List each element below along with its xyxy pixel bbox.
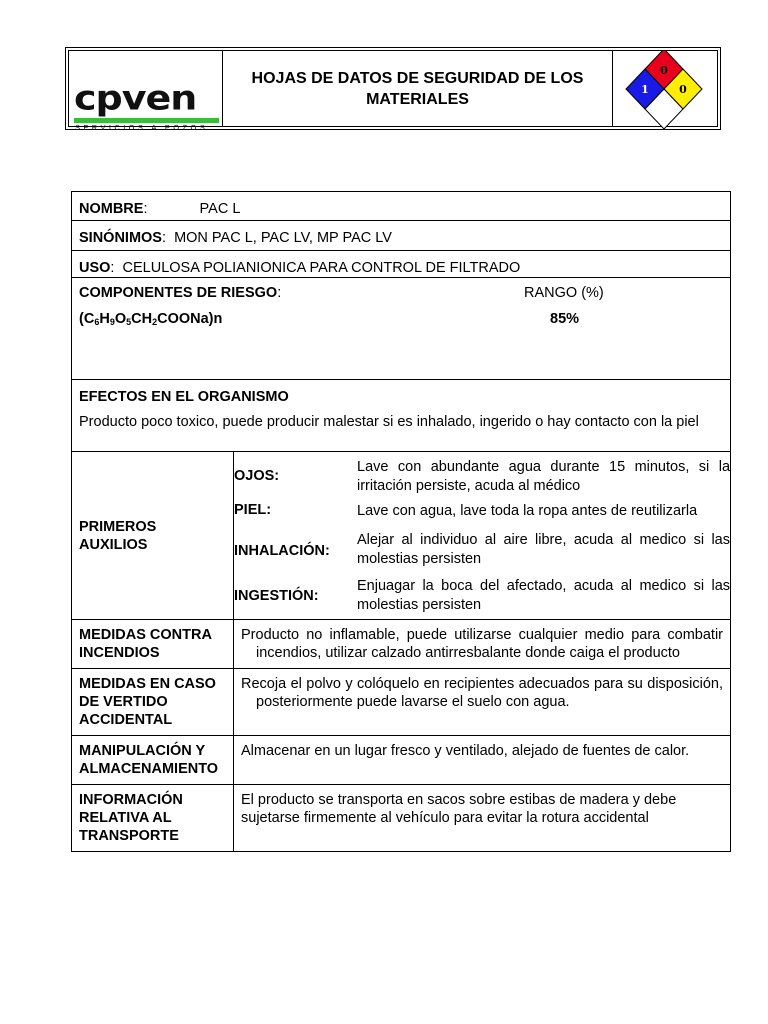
nfpa-diamond bbox=[613, 51, 717, 126]
header-frame bbox=[68, 50, 718, 132]
manipulacion-text: Almacenar en un lugar fresco y ventilado, alejado de fuentes de calor. bbox=[241, 743, 690, 759]
uso-label: USO bbox=[79, 260, 111, 276]
piel-label: PIEL: bbox=[234, 502, 272, 518]
ojos-text: Lave con abundante agua durante 15 minutos, si la irritación persiste, acuda al médico bbox=[357, 459, 731, 494]
inhalacion-label: INHALACIÓN: bbox=[234, 543, 330, 559]
row-sinonimos: SINÓNIMOS: MON PAC L, PAC LV, MP PAC LV bbox=[72, 221, 731, 251]
logo-tagline: SERVICIOS A POZOS bbox=[75, 123, 209, 132]
piel-text: Lave con agua, lave toda la ropa antes de reutilizarla bbox=[357, 503, 698, 519]
uso-value: CELULOSA POLIANIONICA PARA CONTROL DE FILTRADO bbox=[122, 260, 521, 276]
first-aid-inhalacion bbox=[234, 528, 730, 574]
first-aid-ojos bbox=[234, 452, 730, 499]
company-logo bbox=[69, 51, 223, 132]
row-transporte bbox=[72, 785, 731, 852]
first-aid-table bbox=[234, 452, 730, 618]
ojos-label: OJOS: bbox=[234, 467, 280, 484]
sinonimos-value: MON PAC L, PAC LV, MP PAC LV bbox=[174, 230, 392, 246]
title-line-2: MATERIALES bbox=[366, 90, 469, 108]
transporte-label: INFORMACIÓN RELATIVA AL TRANSPORTE bbox=[79, 792, 183, 844]
ingestion-label: INGESTIÓN: bbox=[234, 588, 319, 604]
nfpa-left-value: 1 bbox=[641, 83, 649, 96]
title-line-1: HOJAS DE DATOS DE SEGURIDAD DE LOS bbox=[251, 69, 584, 87]
nfpa-right-value: 0 bbox=[679, 83, 687, 96]
logo-wordmark: cpven bbox=[74, 78, 197, 118]
nombre-value: PAC L bbox=[199, 201, 241, 217]
sinonimos-label: SINÓNIMOS bbox=[79, 230, 162, 246]
componentes-label: COMPONENTES DE RIESGO bbox=[79, 285, 278, 301]
manipulacion-label: MANIPULACIÓN Y ALMACENAMIENTO bbox=[79, 743, 219, 777]
row-primeros-auxilios bbox=[72, 452, 731, 620]
ingestion-text: Enjuagar la boca del afectado, acuda al medico si las molestias persisten bbox=[357, 578, 731, 613]
incendios-text: Producto no inflamable, puede utilizarse cualquier medio para combatir incendios, utilizar calzado antirresbalante donde caiga el producto bbox=[241, 627, 724, 661]
row-nombre: NOMBRE: PAC L bbox=[72, 192, 731, 221]
row-vertido bbox=[72, 669, 731, 736]
first-aid-piel bbox=[234, 499, 730, 528]
document-header bbox=[65, 47, 721, 130]
nfpa-diamond-icon bbox=[613, 51, 717, 130]
row-uso: USO: CELULOSA POLIANIONICA PARA CONTROL DE FILTRADO bbox=[72, 251, 731, 278]
efectos-label: EFECTOS EN EL ORGANISMO bbox=[79, 389, 289, 405]
primeros-auxilios-label: PRIMEROS AUXILIOS bbox=[79, 518, 157, 553]
component-formula: $(C_6H_9O_5CH_2COONa)n$ bbox=[79, 311, 223, 327]
safety-data-table bbox=[71, 191, 731, 852]
efectos-text: Producto poco toxico, puede producir malestar si es inhalado, ingerido o hay contacto con la piel bbox=[79, 414, 699, 430]
rango-label: RANGO (%) bbox=[524, 285, 604, 301]
row-manipulacion bbox=[72, 736, 731, 785]
row-efectos bbox=[72, 380, 731, 452]
component-percentage: 85% bbox=[550, 311, 580, 327]
transporte-text: El producto se transporta en sacos sobre estibas de madera y debe sujetarse firmemente al vehículo para evitar la rotura accidental bbox=[241, 792, 677, 826]
nombre-label: NOMBRE bbox=[79, 201, 144, 217]
row-componentes: COMPONENTES DE RIESGO: RANGO (%) $(C_6H_9O_5CH_2COONa)n$ 85% bbox=[72, 278, 731, 380]
document-title bbox=[223, 51, 613, 126]
row-incendios bbox=[72, 620, 731, 669]
inhalacion-text: Alejar al individuo al aire libre, acuda al medico si las molestias persisten bbox=[357, 532, 731, 567]
vertido-label: MEDIDAS EN CASO DE VERTIDO ACCIDENTAL bbox=[79, 676, 216, 728]
incendios-label: MEDIDAS CONTRA INCENDIOS bbox=[79, 627, 212, 661]
vertido-text: Recoja el polvo y colóquelo en recipientes adecuados para su disposición, posteriormente puede lavarse el suelo con agua. bbox=[241, 676, 724, 710]
first-aid-ingestion bbox=[234, 574, 730, 618]
nfpa-top-value: 0 bbox=[660, 64, 668, 77]
